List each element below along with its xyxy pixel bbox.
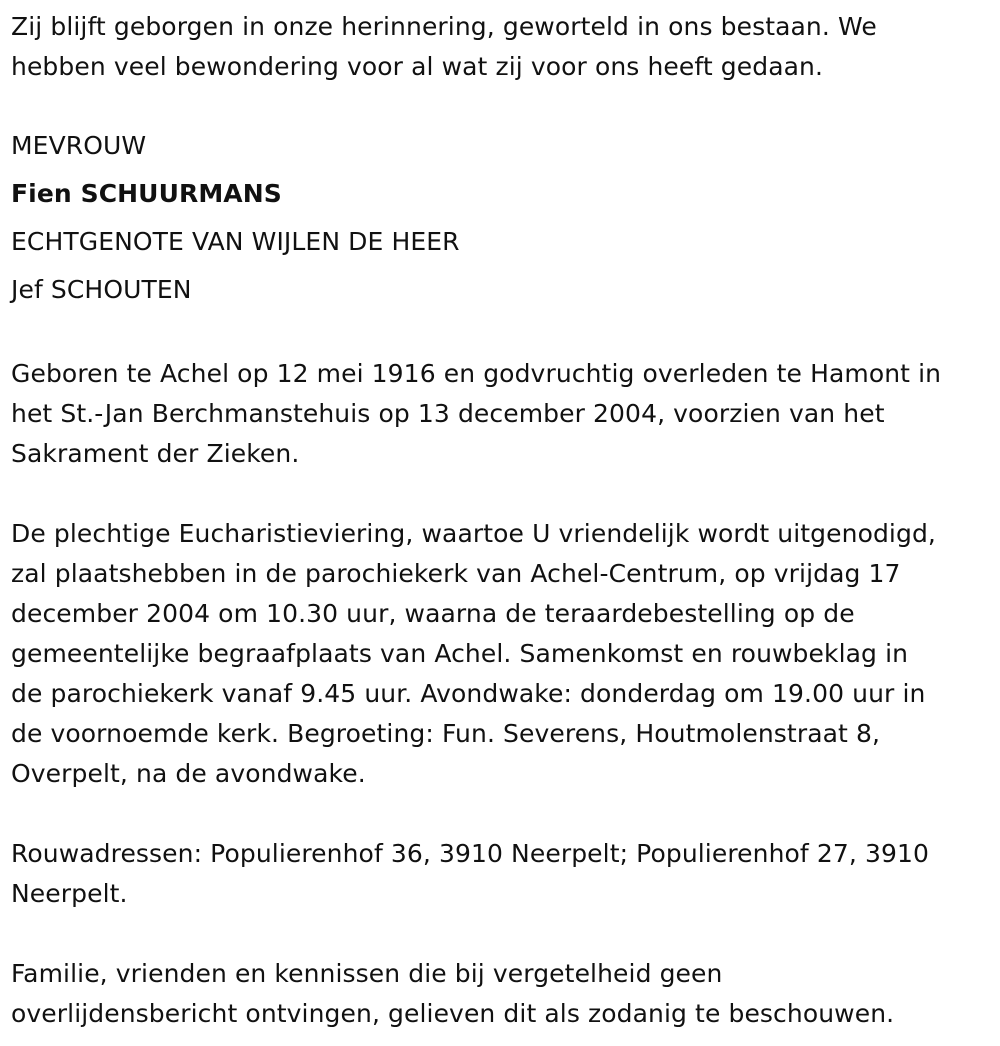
birth-death-line-3: Sakrament der Zieken. [11, 439, 300, 468]
ceremony-paragraph [11, 514, 1000, 794]
intro-paragraph [11, 7, 1000, 87]
addresses-line-2: Neerpelt. [11, 879, 128, 908]
spacer [11, 87, 1000, 127]
birth-death-line-2: het St.-Jan Berchmanstehuis op 13 december 2004, voorzien van het [11, 399, 885, 428]
deceased-name-block [11, 122, 1000, 314]
closing-line-2: overlijdensbericht ontvingen, gelieven dit als zodanig te beschouwen. [11, 999, 895, 1028]
ceremony-line-3: december 2004 om 10.30 uur, waarna de teraardebestelling op de [11, 599, 855, 628]
ceremony-line-6: de voornoemde kerk. Begroeting: Fun. Severens, Houtmolenstraat 8, [11, 719, 881, 748]
birth-death-paragraph [11, 354, 1000, 474]
ceremony-line-7: Overpelt, na de avondwake. [11, 759, 366, 788]
closing-paragraph [11, 954, 1000, 1034]
intro-line-2: hebben veel bewondering voor al wat zij voor ons heeft gedaan. [11, 52, 824, 81]
addresses-line-1: Rouwadressen: Populierenhof 36, 3910 Neerpelt; Populierenhof 27, 3910 [11, 839, 930, 868]
closing-line-1: Familie, vrienden en kennissen die bij vergetelheid geen [11, 959, 723, 988]
spouse-name: Jef SCHOUTEN [11, 275, 192, 304]
ceremony-line-5: de parochiekerk vanaf 9.45 uur. Avondwake: donderdag om 19.00 uur in [11, 679, 926, 708]
intro-line-1: Zij blijft geborgen in onze herinnering, geworteld in ons bestaan. We [11, 12, 877, 41]
spacer [11, 314, 1000, 354]
spacer [11, 474, 1000, 514]
spacer [11, 914, 1000, 954]
addresses-paragraph [11, 834, 1000, 914]
ceremony-line-2: zal plaatshebben in de parochiekerk van Achel-Centrum, op vrijdag 17 [11, 559, 901, 588]
relation-label: ECHTGENOTE VAN WIJLEN DE HEER [11, 227, 460, 256]
spacer [11, 794, 1000, 834]
deceased-name: Fien SCHUURMANS [11, 179, 282, 208]
ceremony-line-4: gemeentelijke begraafplaats van Achel. Samenkomst en rouwbeklag in [11, 639, 909, 668]
title-label: MEVROUW [11, 131, 147, 160]
birth-death-line-1: Geboren te Achel op 12 mei 1916 en godvruchtig overleden te Hamont in [11, 359, 942, 388]
ceremony-line-1: De plechtige Eucharistieviering, waartoe U vriendelijk wordt uitgenodigd, [11, 519, 936, 548]
